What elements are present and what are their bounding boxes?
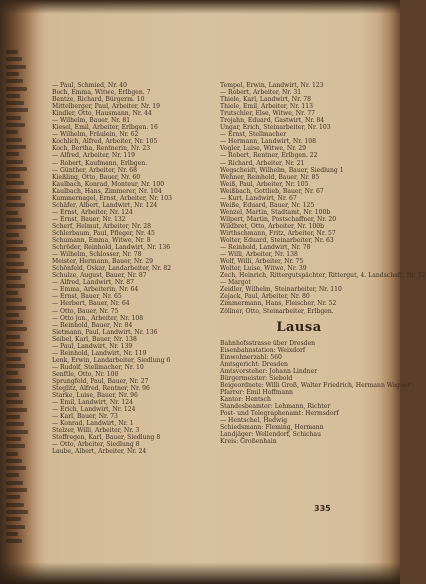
- directory-entry: Schumann, Emma, Witwe, Nr. 8: [52, 237, 151, 245]
- directory-entry: Eisenbahnstation: Weixdorf: [220, 346, 306, 354]
- previous-page-text-mark: [6, 444, 25, 448]
- directory-entry: Kaulbach, Hans, Zimmerer, Nr. 104: [52, 187, 162, 195]
- previous-page-text-mark: [6, 65, 26, 69]
- previous-page-text-mark: [6, 364, 25, 368]
- previous-page-text-mark: [6, 430, 28, 434]
- previous-page-text-mark: [6, 298, 22, 302]
- directory-entry: — Erich, Landwirt, Nr. 124: [52, 406, 136, 414]
- directory-entry: Kochlich, Alfred, Arbeiter, Nr. 105: [52, 138, 158, 146]
- directory-entry: Kummernagel, Ernst, Arbeiter, Nr. 103: [52, 194, 173, 202]
- directory-entry: — Richard, Arbeiter, Nr. 21: [220, 159, 305, 167]
- directory-entry: Sietmann, Paul, Landwirt, Nr. 136: [52, 328, 158, 336]
- directory-entry: — Paul, Schmied, Nr. 40: [52, 82, 128, 89]
- directory-entry: — Wilhelm, Fräulein, Nr. 62: [52, 131, 139, 139]
- directory-entry: — Margot: [220, 279, 251, 287]
- directory-entry: Zimmermann, Hans, Fleischer, Nr. 52: [220, 300, 337, 308]
- previous-page-text-mark: [6, 291, 18, 295]
- previous-page-text-mark: [6, 495, 20, 499]
- directory-entry: Stelzer, Willi, Arbeiter, Nr. 3: [52, 427, 140, 435]
- directory-entry: Wildbret, Otto, Arbeiter, Nr. 100b: [220, 222, 325, 230]
- previous-page-text-mark: [6, 240, 23, 244]
- previous-page-text-mark: [6, 525, 25, 529]
- directory-entry: Schiedsmann: Fleming, Hermann: [220, 424, 324, 432]
- previous-page-text-mark: [6, 145, 26, 149]
- directory-entry: Thiele, Karl, Landwirt, Nr. 78: [220, 96, 312, 104]
- directory-entry: — Emil, Landwirt, Nr. 124: [52, 399, 134, 407]
- directory-entry: Zeidler, Wilhelm, Steinarbeiter, Nr. 110: [220, 286, 342, 294]
- directory-entry: Senftle, Otto, Nr. 100: [52, 370, 119, 378]
- directory-entry: Steglitz, Alfred, Rentner, Nr. 96: [52, 385, 150, 393]
- directory-entry: — Hentschel, Hedwig: [220, 417, 288, 425]
- directory-entry: — Reinhold, Bauer, Nr. 84: [52, 321, 133, 329]
- directory-entry: Thiele, Emil, Arbeiter, Nr. 113: [220, 103, 313, 111]
- section-heading: Lausa: [276, 319, 322, 335]
- previous-page-text-mark: [6, 342, 24, 346]
- directory-entry: Kreis: Großenhain: [220, 438, 277, 446]
- directory-entry: Wolter, Eduard, Steinarbeiter, Nr. 63: [220, 237, 334, 245]
- previous-page-text-mark: [6, 130, 18, 134]
- directory-entry: — Otto jun., Arbeiter, Nr. 108: [52, 314, 144, 322]
- previous-page-text-mark: [6, 108, 28, 112]
- previous-page-text-mark: [6, 466, 26, 470]
- directory-entry: — Willi, Arbeiter, Nr. 138: [220, 251, 298, 259]
- directory-entry: — Robert, Arbeiter, Nr. 31: [220, 89, 302, 97]
- directory-entry: Kindler, Otto, Hausmann, Nr. 44: [52, 110, 152, 118]
- directory-entry: Schlerbaum, Paul, Pfleger, Nr. 45: [52, 229, 155, 237]
- directory-entry: Bahnhofsstrasse über Dresden: [220, 339, 316, 347]
- directory-entry: Wehner, Reinhold, Bauer, Nr. 85: [220, 173, 320, 181]
- directory-entry: Scherf, Helmut, Arbeiter, Nr. 28: [52, 222, 151, 230]
- directory-entry: — Paul, Landwirt, Nr. 139: [52, 342, 133, 350]
- previous-page-text-mark: [6, 357, 21, 361]
- directory-entry: — Ernst, Stellmacher: [220, 131, 287, 139]
- directory-entry: Stoffregen, Karl, Bauer, Siedlung 8: [52, 434, 161, 442]
- directory-entry: Tempel, Erwin, Landwirt, Nr. 123: [220, 82, 324, 89]
- left-column: [52, 82, 220, 455]
- directory-entry: Kiesel, Emil, Arbeiter, Erlbgen. 16: [52, 124, 158, 132]
- directory-entry: Vogler, Luise, Witwe, Nr. 29: [220, 145, 307, 153]
- previous-page-text-mark: [6, 488, 27, 492]
- directory-entry: — Konrad, Landwirt, Nr. 1: [52, 420, 134, 428]
- directory-entry: Wenzel, Martin, Stadtamt, Nr. 100b: [220, 208, 331, 216]
- previous-page-text-mark: [6, 481, 23, 485]
- previous-page-text-mark: [6, 87, 27, 91]
- page-number: 335: [314, 504, 331, 513]
- directory-entry: Wilpert, Martin, Postschaffner, Nr. 20: [220, 215, 337, 223]
- previous-page-text-mark: [6, 72, 19, 76]
- previous-page-text-mark: [6, 262, 24, 266]
- previous-page-text-mark: [6, 189, 28, 193]
- previous-page-text-mark: [6, 400, 23, 404]
- directory-entry: — Otto, Arbeiter, Siedlung 8: [52, 441, 140, 449]
- previous-page-edge: [0, 10, 34, 570]
- directory-entry: — Ernst, Arbeiter, Nr. 124: [52, 208, 133, 216]
- previous-page-text-mark: [6, 473, 19, 477]
- previous-page-text-mark: [6, 203, 25, 207]
- directory-entry: Standesbeamter: Lehmann, Richter: [220, 402, 331, 410]
- right-column-entries: [220, 82, 426, 315]
- previous-page-text-mark: [6, 94, 20, 98]
- directory-entry: — Robert, Kaufmann, Erlbgen.: [52, 159, 148, 167]
- directory-entry: Wolf, Willi, Arbeiter, Nr. 75: [220, 258, 304, 266]
- previous-page-text-mark: [6, 349, 28, 353]
- previous-page-text-mark: [6, 379, 22, 383]
- directory-entry: Ungar, Erich, Steinarbeiter, Nr. 103: [220, 124, 331, 132]
- previous-page-text-mark: [6, 225, 26, 229]
- directory-entry: Amtsvorsteher: Johann Lindner: [220, 367, 318, 375]
- previous-page-text-mark: [6, 167, 27, 171]
- previous-page-text-mark: [6, 437, 21, 441]
- previous-page-text-mark: [6, 138, 22, 142]
- directory-entry: Lenk, Erwin, Landarbeiter, Siedlung 6: [52, 356, 171, 364]
- directory-entry: Laube, Albert, Arbeiter, Nr. 24: [52, 448, 147, 456]
- directory-entry: Schulze, August, Bauer, Nr. 87: [52, 272, 147, 280]
- directory-entry: Schönfeld, Oskar, Landarbeiter, Nr. 82: [52, 265, 172, 273]
- previous-page-text-mark: [6, 269, 28, 273]
- directory-entry: — Alfred, Landwirt, Nr. 87: [52, 279, 135, 287]
- previous-page-text-mark: [6, 503, 24, 507]
- directory-entry: Trutschler, Else, Witwe, Nr. 77: [220, 110, 315, 118]
- directory-entry: — Ernst, Bauer, Nr. 65: [52, 293, 122, 301]
- directory-entry: Weiße, Eduard, Bauer, Nr. 125: [220, 201, 315, 209]
- previous-page-text-mark: [6, 320, 23, 324]
- directory-entry: Post- und Telegraphenamt: Hermsdorf: [220, 410, 339, 418]
- directory-entry: Beigeordnete: Willi Groß, Walter Friedrich, Hermann Wagner: [220, 381, 411, 389]
- directory-entry: — Otto, Bauer, Nr. 75: [52, 307, 119, 315]
- previous-page-text-mark: [6, 517, 21, 521]
- directory-entry: Einwohnerzahl: 560: [220, 353, 282, 361]
- town-information: [220, 339, 411, 446]
- previous-page-text-mark: [6, 276, 21, 280]
- directory-entry: Trojahn, Eduard, Gastwirt, Nr. 84: [220, 117, 325, 125]
- directory-entry: Meister, Hermann, Bauer, Nr. 29: [52, 258, 154, 266]
- previous-page-text-mark: [6, 254, 20, 258]
- previous-page-text-mark: [6, 50, 18, 54]
- directory-page: [40, 12, 426, 564]
- previous-page-text-mark: [6, 57, 22, 61]
- previous-page-text-mark: [6, 196, 21, 200]
- previous-page-text-mark: [6, 415, 20, 419]
- directory-entry: — Karl, Bauer, Nr. 73: [52, 413, 118, 421]
- previous-page-text-mark: [6, 532, 18, 536]
- directory-entry: Bürgermeister: Siebold: [220, 374, 293, 382]
- directory-entry: Pfarrer: Emil Hoffmann: [220, 388, 293, 396]
- directory-entry: — Reinhold, Landwirt, Nr. 119: [52, 349, 147, 357]
- directory-entry: Landjäger: Wellendorf, Schichau: [220, 431, 321, 439]
- previous-page-text-mark: [6, 123, 25, 127]
- directory-entry: Kantor: Hentsch: [220, 395, 271, 403]
- previous-page-text-mark: [6, 539, 22, 543]
- directory-entry: Schröder, Reinhold, Landwirt, Nr. 136: [52, 244, 171, 252]
- directory-entry: Sprungfeld, Paul, Bauer, Nr. 27: [52, 377, 149, 385]
- directory-entry: Koch, Bertha, Rentnerin, Nr. 23: [52, 145, 151, 153]
- previous-page-text-mark: [6, 452, 18, 456]
- directory-entry: — Kurt, Landwirt, Nr. 67: [220, 194, 297, 202]
- directory-entry: — Alfred, Arbeiter, Nr. 119: [52, 152, 135, 160]
- directory-entry: Zech, Heinrich, Rittergutspächter, Rittergut, 4. Landschaft, Nr. 22: [220, 272, 426, 280]
- directory-entry: Boch, Emma, Witwe, Erlbgen. 7: [52, 89, 151, 97]
- directory-entry: — Günther, Arbeiter, Nr. 68: [52, 166, 137, 174]
- previous-page-text-mark: [6, 160, 23, 164]
- previous-page-text-mark: [6, 152, 19, 156]
- directory-entry: Kießling, Otto, Bauer, Nr. 60: [52, 173, 141, 181]
- previous-page-text-mark: [6, 116, 21, 120]
- directory-entry: Mittelberger, Paul, Arbeiter, Nr. 19: [52, 103, 161, 111]
- previous-page-text-mark: [6, 335, 20, 339]
- bottom-shadow: [0, 562, 400, 584]
- previous-page-text-mark: [6, 174, 20, 178]
- directory-entry: Weißbach, Gottlieb, Bauer, Nr. 67: [220, 187, 324, 195]
- previous-page-text-mark: [6, 233, 19, 237]
- previous-page-text-mark: [6, 371, 18, 375]
- directory-entry: Bentze, Richard, Bürgerm. 10: [52, 96, 145, 104]
- directory-entry: Kaulbach, Konrad, Monteur, Nr. 100: [52, 180, 165, 188]
- previous-page-text-mark: [6, 247, 27, 251]
- directory-entry: Zöllner, Otto, Steinarbeiter, Erlbgen.: [220, 307, 334, 315]
- directory-entry: — Wilhelm, Bauer, Nr. 81: [52, 117, 131, 125]
- previous-page-text-mark: [6, 510, 28, 514]
- directory-entry: Amtsgericht: Dresden: [220, 360, 288, 368]
- previous-page-text-mark: [6, 211, 18, 215]
- previous-page-text-mark: [6, 327, 27, 331]
- directory-entry: — Herbert, Bauer, Nr. 64: [52, 300, 130, 308]
- previous-page-text-mark: [6, 181, 24, 185]
- directory-entry: Zejack, Paul, Arbeiter, Nr. 80: [220, 293, 310, 301]
- previous-page-text-mark: [6, 422, 24, 426]
- directory-entry: — Reinhold, Landwirt, Nr. 78: [220, 244, 311, 252]
- directory-entry: Wegscheidt, Wilhelm, Bauer, Siedlung 1: [220, 166, 344, 174]
- right-column: [220, 82, 426, 446]
- directory-entry: Starke, Luise, Bauer, Nr. 96: [52, 392, 138, 400]
- directory-entry: — Robert, Rentner, Erlbgen. 22: [220, 152, 318, 160]
- previous-page-text-mark: [6, 306, 26, 310]
- directory-entry: — Hermann, Landwirt, Nr. 108: [220, 138, 316, 146]
- directory-entry: Schäfer, Albert, Landwirt, Nr. 124: [52, 201, 158, 209]
- previous-page-text-mark: [6, 284, 25, 288]
- directory-entry: Wolter, Luise, Witwe, Nr. 39: [220, 265, 307, 273]
- previous-page-text-mark: [6, 218, 22, 222]
- previous-page-text-mark: [6, 459, 22, 463]
- previous-page-text-mark: [6, 101, 24, 105]
- directory-entry: — Wilhelm, Schlosser, Nr. 78: [52, 251, 142, 259]
- directory-entry: Wirthschmann, Fritz, Arbeiter, Nr. 57: [220, 229, 336, 237]
- previous-page-text-mark: [6, 408, 27, 412]
- directory-entry: — Ernst, Bauer, Nr. 132: [52, 215, 126, 223]
- directory-entry: — Emma, Arbeiterin, Nr. 64: [52, 286, 139, 294]
- previous-page-text-mark: [6, 79, 23, 83]
- previous-page-text-mark: [6, 313, 19, 317]
- previous-page-text-mark: [6, 393, 19, 397]
- previous-page-text-mark: [6, 386, 26, 390]
- directory-entry: — Rudolf, Stellmacher, Nr. 10: [52, 363, 144, 371]
- directory-entry: Weiß, Paul, Arbeiter, Nr. 105: [220, 180, 309, 188]
- top-shadow: [0, 0, 400, 14]
- directory-entry: Seibel, Karl, Bauer, Nr. 138: [52, 335, 137, 343]
